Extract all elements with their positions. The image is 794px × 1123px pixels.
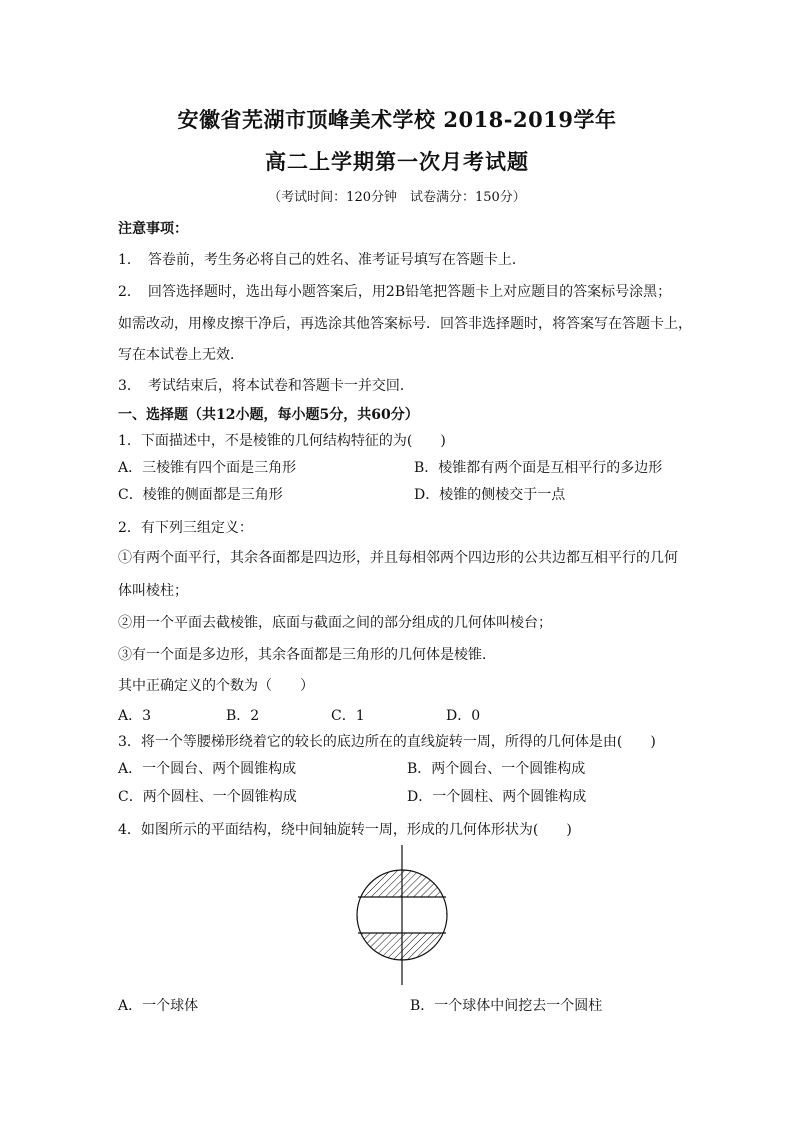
- exam-info: （考试时间：120分钟 试卷满分：150分）: [268, 190, 526, 205]
- q2-definition-1-line-1: ①有两个面平行，其余各面都是四边形，并且每相邻两个四边形的公共边都互相平行的几何: [118, 550, 678, 566]
- q2-definition-2: ②用一个平面去截棱锥，底面与截面之间的部分组成的几何体叫棱台；: [118, 615, 552, 631]
- q3-option-d: D．一个圆柱、两个圆锥构成: [407, 789, 587, 805]
- q2-option-b: B．2: [226, 708, 260, 724]
- q1-option-b: B．棱锥都有两个面是互相平行的多边形: [414, 460, 663, 476]
- q3-option-c: C．两个圆柱、一个圆锥构成: [118, 789, 297, 805]
- q4-stem: 4．如图所示的平面结构，绕中间轴旋转一周，形成的几何体形状为( ): [118, 822, 572, 838]
- q1-option-a: A．三棱锥有四个面是三角形: [118, 460, 297, 476]
- q2-question: 其中正确定义的个数为（ ）: [118, 678, 314, 694]
- q1-option-d: D．棱锥的侧棱交于一点: [414, 487, 566, 503]
- q4-option-b: B．一个球体中间挖去一个圆柱: [410, 998, 603, 1014]
- q2-option-d: D．0: [446, 708, 481, 724]
- notice-item-1: 1． 答卷前，考生务必将自己的姓名、准考证号填写在答题卡上．: [118, 252, 526, 268]
- exam-title-line1: 安徽省芜湖市顶峰美术学校 2018-2019学年: [177, 107, 617, 132]
- q2-stem: 2．有下列三组定义：: [118, 520, 253, 536]
- q1-option-c: C．棱锥的侧面都是三角形: [118, 487, 283, 503]
- q2-definition-1-line-2: 体叫棱柱；: [118, 583, 188, 599]
- q2-option-c: C．1: [331, 708, 365, 724]
- q2-definition-3: ③有一个面是多边形，其余各面都是三角形的几何体是棱锥．: [118, 647, 496, 663]
- exam-title-line2: 高二上学期第一次月考试题: [265, 149, 529, 174]
- notice-item-2-line-1: 2． 回答选择题时，选出每小题答案后，用2B铅笔把答题卡上对应题目的答案标号涂黑；: [118, 284, 672, 300]
- q3-option-b: B．两个圆台、一个圆锥构成: [407, 761, 586, 777]
- q3-option-a: A．一个圆台、两个圆锥构成: [118, 761, 297, 777]
- q1-stem: 1．下面描述中，不是棱锥的几何结构特征的为( ): [118, 433, 446, 449]
- q4-figure-circle-diagram: [352, 845, 452, 985]
- notice-item-2-line-3: 写在本试卷上无效．: [118, 347, 244, 363]
- notice-heading: 注意事项：: [118, 221, 188, 237]
- notice-item-2-line-2: 如需改动，用橡皮擦干净后，再选涂其他答案标号．回答非选择题时，将答案写在答题卡上，: [118, 316, 692, 332]
- notice-item-3: 3． 考试结束后，将本试卷和答题卡一并交回．: [118, 378, 414, 394]
- q4-option-a: A．一个球体: [118, 998, 199, 1014]
- q3-stem: 3．将一个等腰梯形绕着它的较长的底边所在的直线旋转一周，所得的几何体是由( ): [118, 734, 656, 750]
- section-heading: 一、选择题（共12小题，每小题5分，共60分）: [118, 407, 419, 423]
- q2-option-a: A．3: [118, 708, 152, 724]
